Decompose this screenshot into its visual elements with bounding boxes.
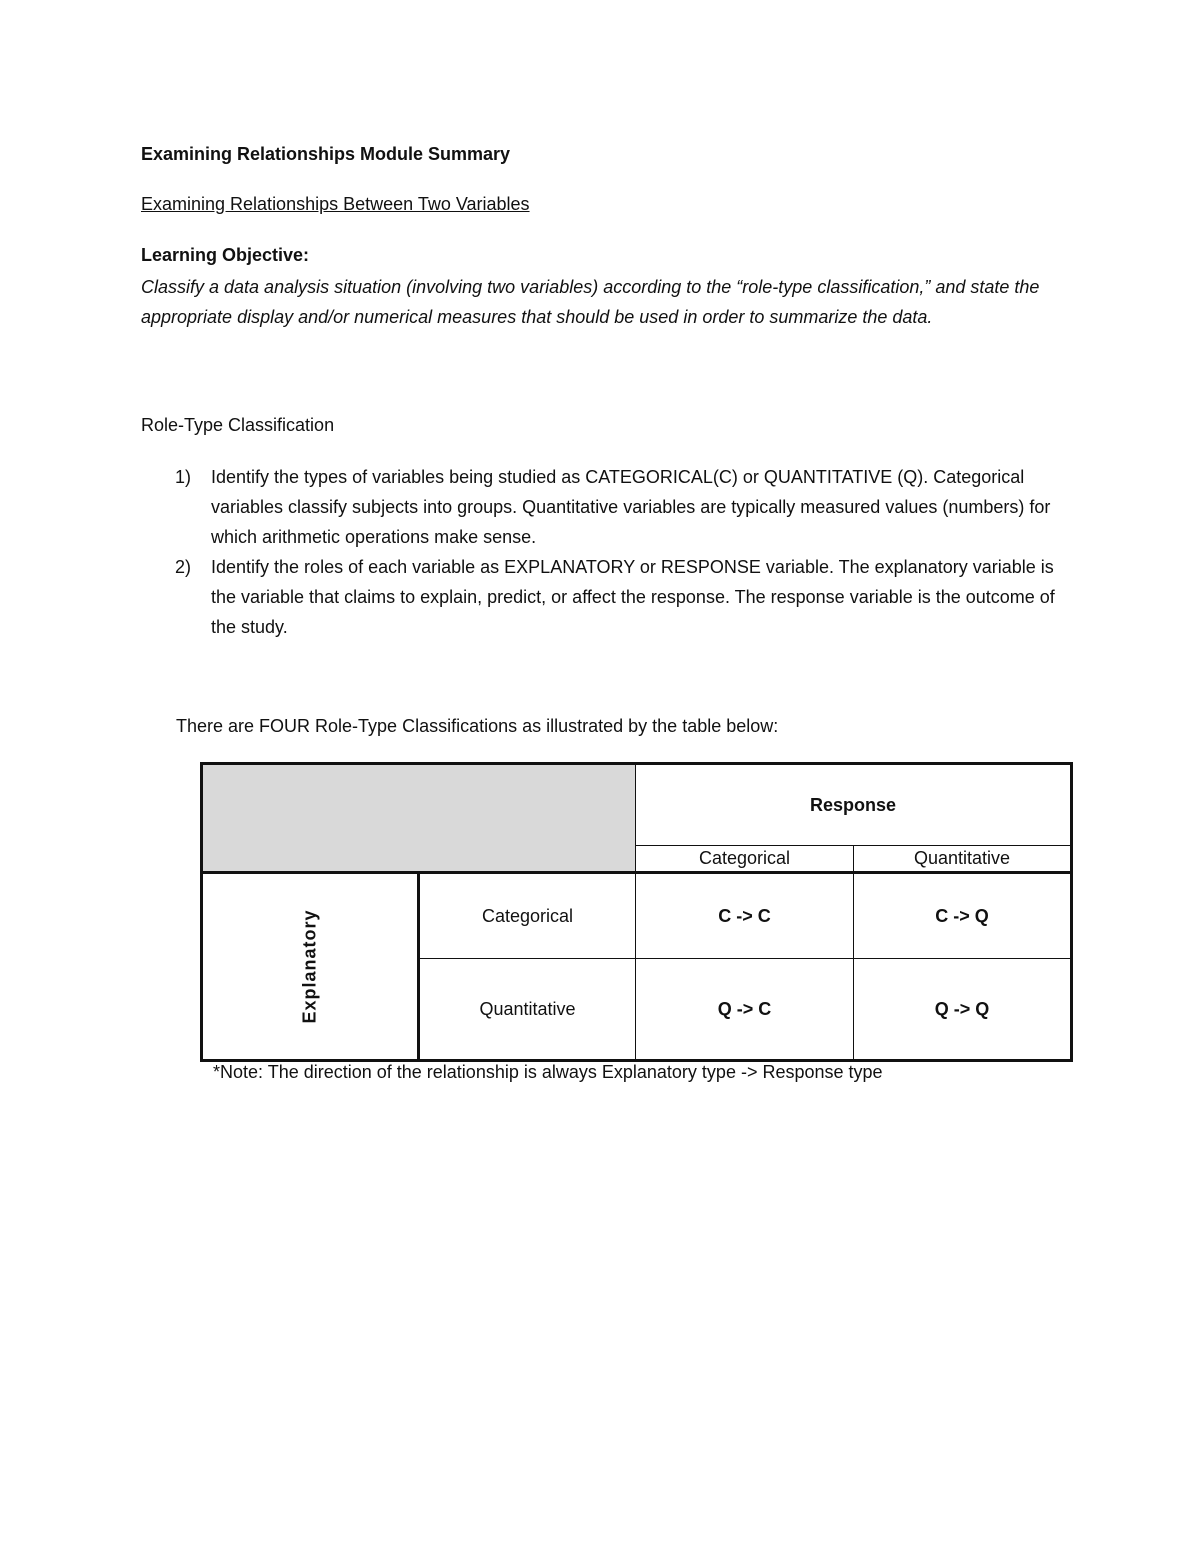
response-header-cell: Response [636,764,1072,846]
list-item-text: Identify the types of variables being studied as CATEGORICAL(C) or QUANTITATIVE (Q). Categorical variables classify subjects into groups. Quantitative variables are typically measured values (numbers) for which arithmetic operations make sense. [211,467,1051,547]
list-item-text: Identify the roles of each variable as EXPLANATORY or RESPONSE variable. The explanatory variable is the variable that claims to explain, predict, or affect the response. The response variable is the outcome of the study. [211,557,1055,637]
cell-c-to-c: C -> C [636,873,854,959]
table-intro: There are FOUR Role-Type Classifications as illustrated by the table below: [176,716,779,736]
list-item-number: 1) [175,467,192,487]
explanatory-header-cell [202,873,419,1061]
row-header-categorical: Categorical [419,873,636,959]
document-subtitle: Examining Relationships Between Two Variables [141,194,530,214]
explanatory-header-label: Explanatory [299,909,320,1024]
col-header-quantitative: Quantitative [854,846,1072,873]
table-note: *Note: The direction of the relationship is always Explanatory type -> Response type [213,1062,883,1082]
list-item-number: 2) [175,557,192,577]
table-corner-cell [202,764,636,873]
list-item [141,552,1061,642]
col-header-categorical: Categorical [636,846,854,873]
cell-q-to-c: Q -> C [636,959,854,1061]
steps-list [141,462,1061,642]
row-header-quantitative: Quantitative [419,959,636,1061]
document-title: Examining Relationships Module Summary [141,144,511,164]
learning-objective-text: Classify a data analysis situation (involving two variables) according to the “role-type classification,” and state the appropriate display and/or numerical measures that should be used in order to summarize the data. [141,277,1040,327]
role-type-table [200,762,1073,1062]
table-row [202,764,1072,846]
section-title: Role-Type Classification [141,415,335,435]
learning-objective-label: Learning Objective: [141,245,310,265]
table-row [202,873,1072,959]
list-item [141,462,1061,552]
cell-q-to-q: Q -> Q [854,959,1072,1061]
cell-c-to-q: C -> Q [854,873,1072,959]
